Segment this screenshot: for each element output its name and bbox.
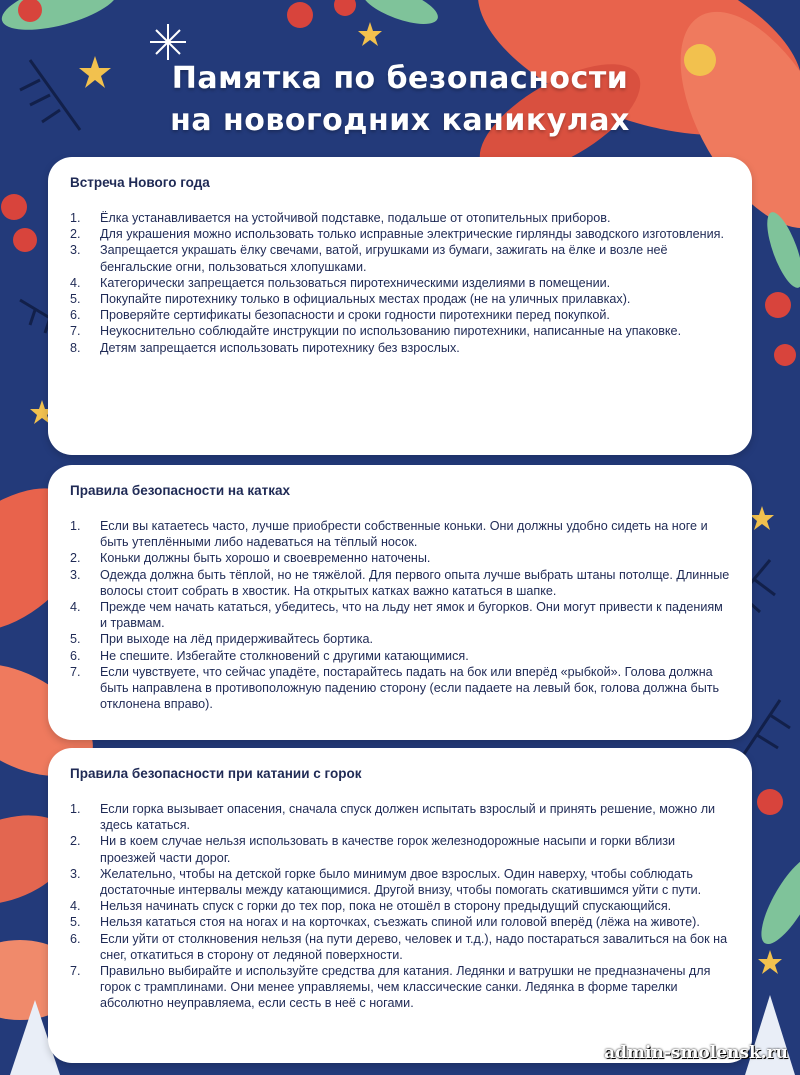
list-item [70,291,730,307]
item-number: 4. [70,899,81,914]
item-text: При выходе на лёд придерживайтесь бортика. [100,632,374,647]
item-number: 7. [70,324,81,339]
item-number: 6. [70,648,81,663]
list-item [70,599,730,631]
item-number: 3. [70,866,81,881]
item-text: Если горка вызывает опасения, сначала спуск должен испытать взрослый и принять решение, можно ли здесь кататься. [100,802,716,833]
list-item [70,898,730,914]
rules-list [70,210,730,356]
list-item [70,963,730,1012]
item-number: 3. [70,567,81,582]
item-number: 5. [70,915,81,930]
list-item [70,550,730,566]
item-number: 3. [70,243,81,258]
item-text: Желательно, чтобы на детской горке было минимум двое взрослых. Один наверху, чтобы соблюдать достаточные интервалы между катающимися. Другой внизу, чтобы помогать скатившимся уйти с пути. [100,866,702,898]
item-number: 5. [70,632,81,647]
list-item [70,648,730,664]
item-number: 1. [70,802,81,816]
list-item [70,210,730,226]
item-number: 2. [70,551,81,566]
item-text: Прежде чем начать кататься, убедитесь, что на льду нет ямок и бугорков. Они могут привести к падениям и травмам. [100,600,723,631]
list-item [70,866,730,898]
item-text: Запрещается украшать ёлку свечами, ватой, игрушками из бумаги, зажигать на ёлке и возле неё бенгальские огни, пользоваться хлопушками. [100,243,668,274]
item-text: Неукоснительно соблюдайте инструкции по использованию пиротехники, написанные на упаковке. [100,324,682,339]
list-item [70,801,730,833]
page-title-line-1: Памятка по безопасности [171,61,629,96]
item-text: Категорически запрещается пользоваться пиротехническими изделиями в помещении. [100,275,611,290]
item-text: Если вы катаетесь часто, лучше приобрести собственные коньки. Они должны удобно сидеть на ноге и быть утеплёнными либо надеваться на тёплый носок. [100,519,708,550]
list-item [70,631,730,647]
watermark: admin-smolensk.ru [604,1043,788,1063]
item-number: 6. [70,308,81,323]
item-text: Если чувствуете, что сейчас упадёте, постарайтесь падать на бок или вперёд «рыбкой». Голова должна быть направлена в противоположную падению сторону (если падаете на левый бок, голова должна быть отклонена вправо). [100,664,720,712]
rules-list [70,518,730,712]
item-text: Детям запрещается использовать пиротехнику без взрослых. [100,340,460,355]
list-item [70,226,730,242]
list-item [70,307,730,323]
item-text: Ни в коем случае нельзя использовать в качестве горок железнодорожные насыпи и горки вблизи проезжей части дорог. [100,834,676,865]
item-number: 7. [70,964,81,979]
list-item [70,275,730,291]
item-text: Нельзя кататься стоя на ногах и на корточках, съезжать спиной или головой вперёд (лёжа на животе). [100,915,700,930]
section-heading: Встреча Нового года [70,175,210,190]
item-number: 4. [70,275,81,290]
list-item [70,242,730,274]
item-number: 8. [70,340,81,355]
item-number: 6. [70,931,81,946]
item-number: 2. [70,227,81,242]
list-item [70,518,730,550]
page-title [0,58,800,142]
list-item [70,323,730,339]
list-item [70,833,730,865]
card-skating-rinks [48,465,752,740]
item-text: Для украшения можно использовать только исправные электрические гирлянды заводского изготовления. [100,227,724,242]
rules-list [70,801,730,1012]
item-text: Проверяйте сертификаты безопасности и сроки годности пиротехники перед покупкой. [100,308,610,323]
item-number: 1. [70,519,81,533]
page-title-line-2: на новогодних каникулах [170,103,630,138]
list-item [70,340,730,356]
list-item [70,931,730,963]
item-number: 1. [70,211,81,225]
list-item [70,914,730,930]
list-item [70,664,730,713]
item-text: Ёлка устанавливается на устойчивой подставке, подальше от отопительных приборов. [100,211,611,225]
item-text: Правильно выбирайте и используйте средства для катания. Ледянки и ватрушки не предназначены для горок с трамплинами. Они менее управляемы, чем классические санки. Ледянка в форме тарелки абсолютно неуправляема, если сесть в неё с ногами. [100,964,711,1011]
item-number: 5. [70,292,81,307]
list-item [70,567,730,599]
item-text: Покупайте пиротехнику только в официальных местах продаж (не на уличных прилавках). [100,292,631,307]
card-sledding-hills [48,748,752,1063]
section-heading: Правила безопасности при катании с горок [70,766,362,781]
item-text: Не спешите. Избегайте столкновений с другими катающимися. [100,648,469,663]
section-heading: Правила безопасности на катках [70,483,290,498]
item-text: Одежда должна быть тёплой, но не тяжёлой. Для первого опыта лучше выбрать штаны потолще. Длинные волосы стоит собрать в хвостик. На открытых катках важно кататься в шапке. [100,567,730,598]
item-number: 2. [70,834,81,849]
item-number: 4. [70,600,81,615]
item-text: Нельзя начинать спуск с горки до тех пор, пока не отошёл в сторону предыдущий спускающийся. [100,899,672,914]
card-new-year [48,157,752,455]
item-text: Если уйти от столкновения нельзя (на пути дерево, человек и т.д.), надо постараться завалиться на бок на снег, откатиться в сторону от ледяной поверхности. [100,931,728,962]
item-number: 7. [70,664,81,679]
item-text: Коньки должны быть хорошо и своевременно наточены. [100,551,431,566]
